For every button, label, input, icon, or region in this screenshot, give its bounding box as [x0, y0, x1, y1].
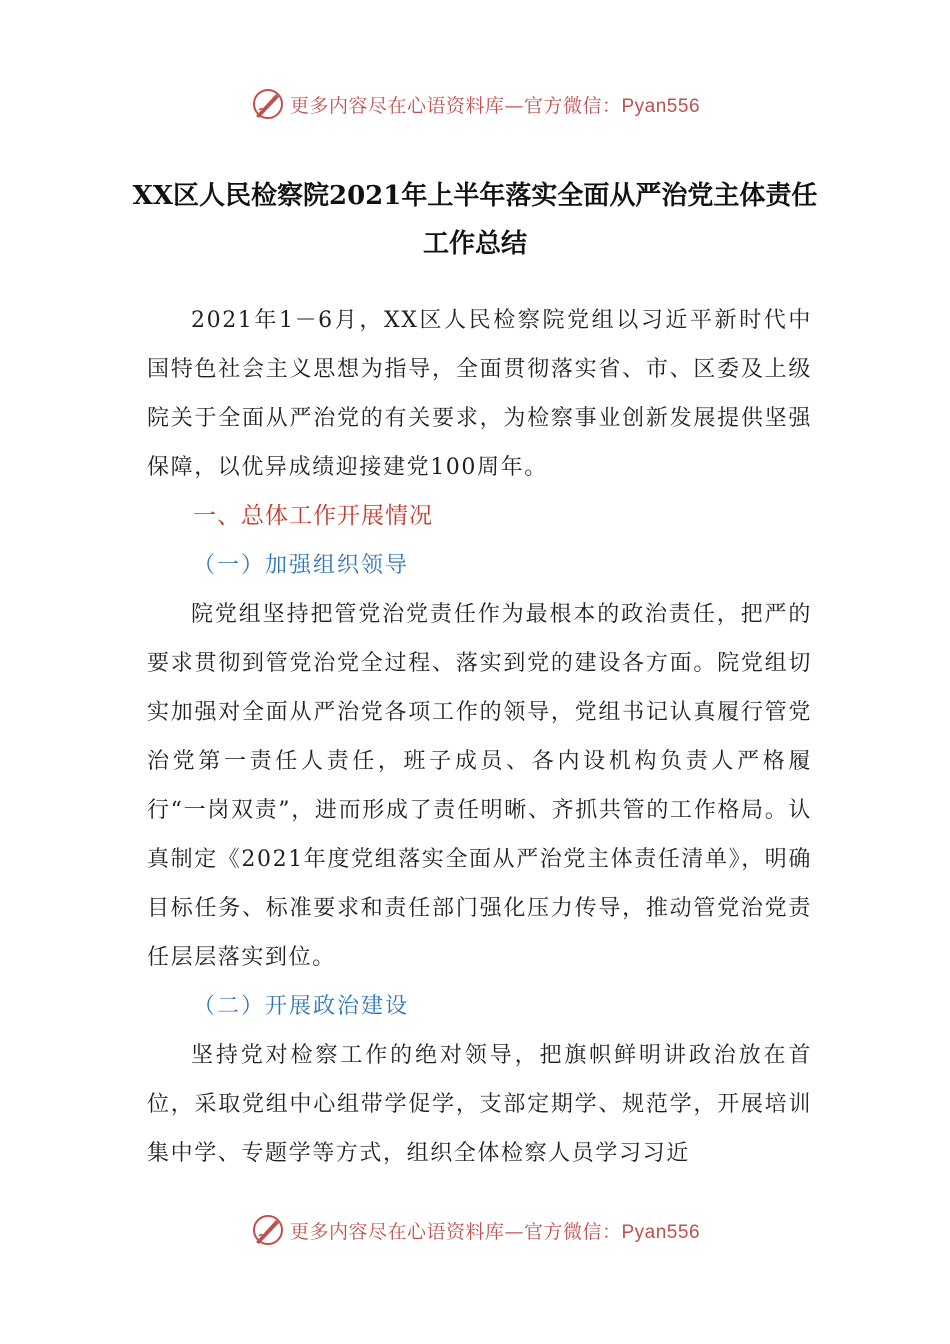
subsection-1-paragraph: 院党组坚持把管党治党责任作为最根本的政治责任，把严的要求贯彻到管党治党全过程、落实到党的建设各方面。院党组切实加强对全面从严治党各项工作的领导，党组书记认真履行管党治党第一责任人责任，班子成员、各内设机构负责人严格履行“一岗双责”，进而形成了责任明晰、齐抓共管的工作格局。认真制定《2021年度党组落实全面从严治党主体责任清单》，明确目标任务、标准要求和责任部门强化压力传导，推动管党治党责任层层落实到位。 — [147, 602, 812, 970]
document-body — [147, 296, 812, 1178]
document-title: XX区人民检察院2021年上半年落实全面从严治党主体责任工作总结 — [132, 181, 818, 259]
wechat-id: Pyan556 — [621, 95, 701, 117]
section-heading-1: 一、总体工作开展情况 — [193, 503, 433, 529]
watermark-text: 更多内容尽在心语资料库—官方微信：Pyan556 — [289, 94, 701, 117]
subsection-heading-2: （二）开展政治建设 — [193, 994, 410, 1019]
pen-circle-logo-icon — [250, 1212, 286, 1248]
subsection-heading-1: （一）加强组织领导 — [193, 553, 410, 578]
watermark-banner-bottom — [0, 1208, 950, 1252]
intro-paragraph: 2021年1－6月，XX区人民检察院党组以习近平新时代中国特色社会主义思想为指导，全面贯彻落实省、市、区委及上级院关于全面从严治党的有关要求，为检察事业创新发展提供坚强保障，以优异成绩迎接建党100周年。 — [147, 308, 812, 480]
wechat-id: Pyan556 — [621, 1221, 701, 1243]
subsection-2-paragraph: 坚持党对检察工作的绝对领导，把旗帜鲜明讲政治放在首位，采取党组中心组带学促学，支部定期学、规范学，开展培训集中学、专题学等方式，组织全体检察人员学习习近 — [147, 1043, 812, 1166]
watermark-text: 更多内容尽在心语资料库—官方微信：Pyan556 — [289, 1220, 701, 1243]
pen-circle-logo-icon — [250, 86, 286, 122]
watermark-banner-top — [0, 82, 950, 126]
